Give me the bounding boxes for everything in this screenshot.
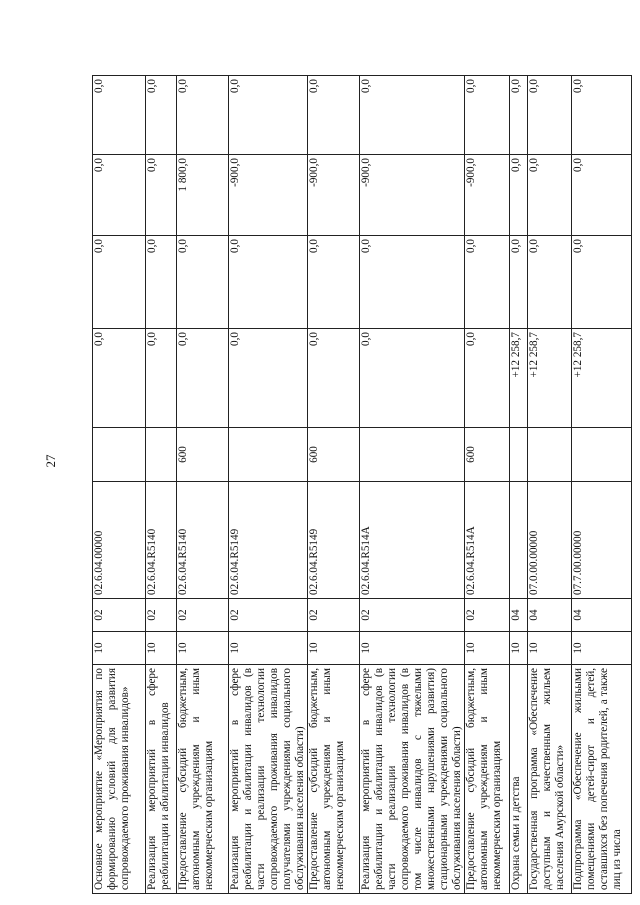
expense-type-cell: 600: [308, 428, 360, 482]
amount-cell-3: 0,0: [572, 155, 632, 236]
amount-cell-2: 0,0: [465, 236, 510, 329]
amount-cell-1: 0,0: [360, 329, 465, 428]
rotated-table-inner: [92, 76, 623, 894]
expense-type-cell: 600: [465, 428, 510, 482]
target-article-cell: 02.6.04.R5140: [146, 482, 177, 599]
amount-cell-4: 0,0: [308, 76, 360, 155]
amount-cell-3: 0,0: [146, 155, 177, 236]
subsection-code-cell: 04: [528, 599, 572, 632]
target-article-cell: 02.6.04.00000: [93, 482, 146, 599]
row-name-cell: Подпрограмма «Обеспечение жильыми помещениями детей-сирот и детей, оставшихся без попечения родителей, а также лиц из числа: [572, 665, 632, 894]
row-name-cell: Основное мероприятие «Мероприятия по формированию условий для развития сопровождаемого проживания инвалидов»: [93, 665, 146, 894]
row-name-cell: Государственная программа «Обеспечение доступным и качественным жильем населения Амурской области»: [528, 665, 572, 894]
amount-cell-1: 0,0: [229, 329, 308, 428]
subsection-code-cell: 04: [510, 599, 528, 632]
amount-cell-4: 0,0: [93, 76, 146, 155]
table-row: [465, 76, 510, 894]
row-name-cell: Реализация мероприятий в сфере реабилитации и абилитации инвалидов (в части реализации технологии сопровождаемого проживания инвалидов (в том числе инвалидов с тяжелыми множественными нарушениями развития) стационарными учреждениями социального обслуживания населения области): [360, 665, 465, 894]
amount-cell-4: 0,0: [177, 76, 229, 155]
amount-cell-4: 0,0: [528, 76, 572, 155]
table-row: [146, 76, 177, 894]
amount-cell-1: 0,0: [93, 329, 146, 428]
amount-cell-2: 0,0: [229, 236, 308, 329]
section-code-cell: 10: [308, 632, 360, 665]
amount-cell-3: -900,0: [465, 155, 510, 236]
expense-type-cell: [572, 428, 632, 482]
amount-cell-4: 0,0: [572, 76, 632, 155]
table-row: [510, 76, 528, 894]
amount-cell-3: 1 800,0: [177, 155, 229, 236]
subsection-code-cell: 02: [177, 599, 229, 632]
expense-type-cell: 600: [177, 428, 229, 482]
table-row: [177, 76, 229, 894]
table-row: [360, 76, 465, 894]
subsection-code-cell: 02: [465, 599, 510, 632]
table-row: [93, 76, 146, 894]
amount-cell-1: +12 258,7: [528, 329, 572, 428]
row-name-cell: Охрана семьи и детства: [510, 665, 528, 894]
amount-cell-4: 0,0: [146, 76, 177, 155]
expense-type-cell: [528, 428, 572, 482]
amount-cell-1: +12 258,7: [572, 329, 632, 428]
expense-type-cell: [146, 428, 177, 482]
amount-cell-3: 0,0: [528, 155, 572, 236]
amount-cell-2: 0,0: [146, 236, 177, 329]
row-name-cell: Предоставление субсидий бюджетным, автономным учреждениям и иным некоммерческим организациям: [177, 665, 229, 894]
row-name-cell: Предоставление субсидий бюджетным, автономным учреждениям и иным некоммерческим организациям: [308, 665, 360, 894]
amount-cell-3: -900,0: [308, 155, 360, 236]
subsection-code-cell: 04: [572, 599, 632, 632]
amount-cell-3: 0,0: [510, 155, 528, 236]
amount-cell-1: 0,0: [146, 329, 177, 428]
row-name-cell: Реализация мероприятий в сфере реабилитации и абилитации инвалидов: [146, 665, 177, 894]
subsection-code-cell: 02: [229, 599, 308, 632]
target-article-cell: 02.6.04.R514A: [360, 482, 465, 599]
subsection-code-cell: 02: [146, 599, 177, 632]
amount-cell-2: 0,0: [510, 236, 528, 329]
amount-cell-1: 0,0: [465, 329, 510, 428]
expense-type-cell: [93, 428, 146, 482]
row-name-cell: Предоставление субсидий бюджетным, автономным учреждениям и иным некоммерческим организациям: [465, 665, 510, 894]
target-article-cell: [510, 482, 528, 599]
expense-type-cell: [510, 428, 528, 482]
amount-cell-3: -900,0: [229, 155, 308, 236]
section-code-cell: 10: [146, 632, 177, 665]
target-article-cell: 02.6.04.R5149: [308, 482, 360, 599]
subsection-code-cell: 02: [360, 599, 465, 632]
expense-type-cell: [360, 428, 465, 482]
target-article-cell: 07.0.00.00000: [528, 482, 572, 599]
target-article-cell: 02.6.04.R5149: [229, 482, 308, 599]
amount-cell-3: -900,0: [360, 155, 465, 236]
budget-table: [92, 75, 632, 894]
section-code-cell: 10: [510, 632, 528, 665]
target-article-cell: 02.6.04.R514A: [465, 482, 510, 599]
amount-cell-1: +12 258,7: [510, 329, 528, 428]
amount-cell-2: 0,0: [93, 236, 146, 329]
target-article-cell: 02.6.04.R5140: [177, 482, 229, 599]
target-article-cell: 07.7.00.00000: [572, 482, 632, 599]
amount-cell-4: 0,0: [229, 76, 308, 155]
amount-cell-2: 0,0: [572, 236, 632, 329]
section-code-cell: 10: [93, 632, 146, 665]
table-row: [308, 76, 360, 894]
section-code-cell: 10: [229, 632, 308, 665]
amount-cell-4: 0,0: [465, 76, 510, 155]
section-code-cell: 10: [465, 632, 510, 665]
section-code-cell: 10: [528, 632, 572, 665]
amount-cell-2: 0,0: [177, 236, 229, 329]
amount-cell-1: 0,0: [177, 329, 229, 428]
amount-cell-3: 0,0: [93, 155, 146, 236]
subsection-code-cell: 02: [308, 599, 360, 632]
amount-cell-2: 0,0: [360, 236, 465, 329]
amount-cell-2: 0,0: [528, 236, 572, 329]
amount-cell-1: 0,0: [308, 329, 360, 428]
table-row: [528, 76, 572, 894]
section-code-cell: 10: [177, 632, 229, 665]
expense-type-cell: [229, 428, 308, 482]
rotated-table-area: [92, 76, 623, 894]
page-number: 27: [43, 454, 58, 468]
amount-cell-4: 0,0: [360, 76, 465, 155]
subsection-code-cell: 02: [93, 599, 146, 632]
amount-cell-2: 0,0: [308, 236, 360, 329]
section-code-cell: 10: [360, 632, 465, 665]
amount-cell-4: 0,0: [510, 76, 528, 155]
row-name-cell: Реализация мероприятий в сфере реабилитации и абилитации инвалидов (в части реализации технологии сопровождаемого проживания инвалидов получателями учреждениями социального обслуживания населения области): [229, 665, 308, 894]
table-row: [229, 76, 308, 894]
section-code-cell: 10: [572, 632, 632, 665]
table-row: [572, 76, 632, 894]
